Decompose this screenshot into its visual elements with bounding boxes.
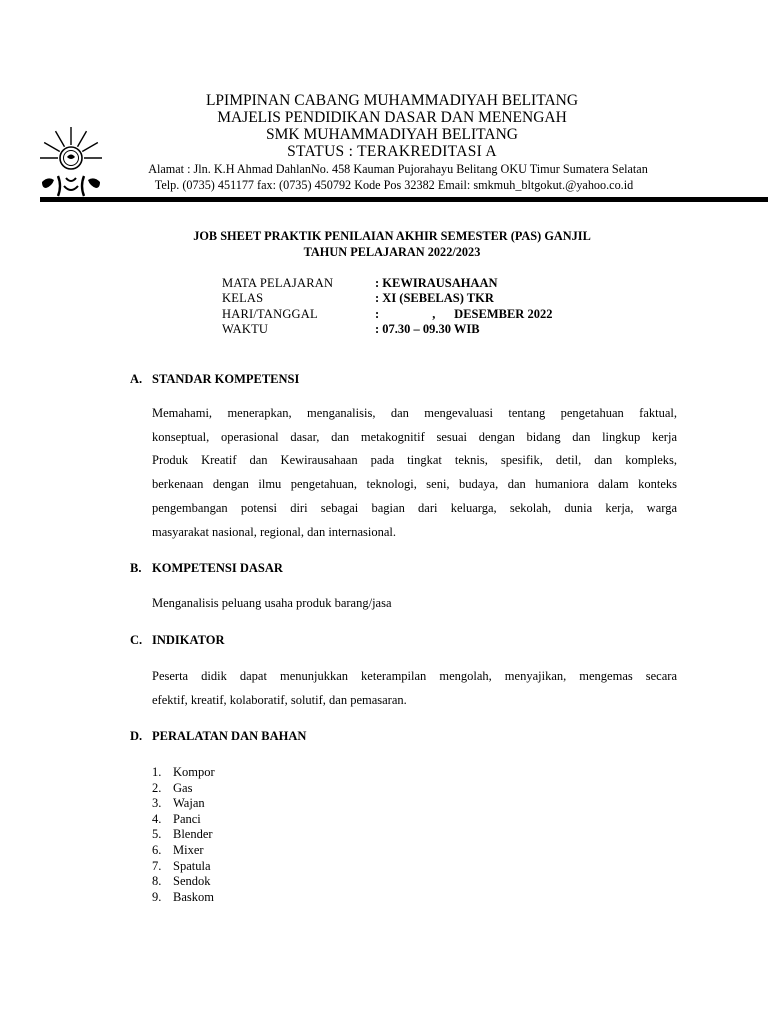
- info-label: WAKTU: [222, 322, 269, 336]
- paragraph-line: konseptual, operasional dasar, dan metakognitif sesuai dengan bidang dan lingkup kerja: [152, 429, 677, 444]
- paragraph-line: berkenaan dengan ilmu pengetahuan, teknologi, seni, budaya, dan humaniora dalam konteks: [152, 477, 677, 492]
- paragraph-line: masyarakat nasional, regional, dan internasional.: [152, 524, 397, 539]
- letterhead-line-1: LPIMPINAN CABANG MUHAMMADIYAH BELITANG: [205, 92, 579, 109]
- section-title: INDIKATOR: [152, 633, 225, 647]
- section-letter: B.: [130, 561, 142, 575]
- section-title: STANDAR KOMPETENSI: [152, 372, 300, 386]
- section-title: KOMPETENSI DASAR: [152, 561, 283, 575]
- list-number: 1.: [152, 765, 162, 779]
- letterhead-line-3: SMK MUHAMMADIYAH BELITANG: [266, 126, 518, 143]
- list-number: 8.: [152, 874, 162, 889]
- list-number: 4.: [152, 811, 162, 826]
- list-number: 5.: [152, 827, 162, 842]
- info-label: HARI/TANGGAL: [222, 307, 318, 321]
- list-text: Mixer: [173, 842, 204, 857]
- paragraph-line: Memahami, menerapkan, menganalisis, dan mengevaluasi tentang pengetahuan faktual,: [152, 406, 677, 420]
- section-letter: C.: [130, 633, 143, 647]
- list-text: Gas: [173, 780, 193, 795]
- list-number: 9.: [152, 889, 162, 904]
- paragraph-line: Produk Kreatif dan Kewirausahaan pada tingkat teknis, spesifik, detil, dan kompleks,: [152, 453, 677, 468]
- paragraph-line: efektif, kreatif, kolaboratif, solutif, dan pemasaran.: [152, 692, 407, 707]
- letterhead-divider: [40, 197, 768, 202]
- list-text: Spatula: [173, 858, 211, 873]
- letterhead-address: Alamat : Jln. K.H Ahmad DahlanNo. 458 Kauman Pujorahayu Belitang OKU Timur Sumatera Selatan: [148, 162, 648, 176]
- document-subtitle: TAHUN PELAJARAN 2022/2023: [303, 245, 481, 259]
- letterhead-line-2: MAJELIS PENDIDIKAN DASAR DAN MENENGAH: [217, 109, 567, 126]
- section-b-paragraph: [152, 592, 677, 616]
- section-a-paragraph: [152, 402, 677, 544]
- list-text: Baskom: [173, 889, 214, 904]
- section-letter: A.: [130, 372, 143, 386]
- list-text: Wajan: [173, 796, 205, 811]
- paragraph-line: Menganalisis peluang usaha produk barang/jasa: [152, 596, 392, 610]
- letterhead-line-4: STATUS : TERAKREDITASI A: [287, 143, 497, 160]
- section-c-paragraph: [152, 665, 677, 712]
- list-text: Sendok: [173, 874, 211, 889]
- document-title: JOB SHEET PRAKTIK PENILAIAN AKHIR SEMESTER (PAS) GANJIL: [193, 229, 591, 243]
- list-number: 6.: [152, 842, 162, 857]
- list-number: 3.: [152, 796, 162, 811]
- info-label: MATA PELAJARAN: [222, 276, 334, 290]
- list-text: Panci: [173, 811, 201, 826]
- info-value: : 07.30 – 09.30 WIB: [375, 322, 480, 336]
- paragraph-line: pengembangan potensi diri sebagai bagian dari keluarga, sekolah, dunia kerja, warga: [152, 500, 677, 515]
- info-value: : XI (SEBELAS) TKR: [375, 291, 494, 305]
- list-text: Blender: [173, 827, 213, 842]
- list-text: Kompor: [173, 765, 215, 779]
- info-value: : KEWIRAUSAHAAN: [375, 276, 498, 290]
- list-number: 2.: [152, 780, 162, 795]
- letterhead-contact: Telp. (0735) 451177 fax: (0735) 450792 Kode Pos 32382 Email: smkmuh_bltgokut.@yahoo.co.id: [154, 178, 634, 192]
- info-label: KELAS: [222, 291, 264, 305]
- list-number: 7.: [152, 858, 162, 873]
- info-value: : , DESEMBER 2022: [375, 307, 553, 321]
- section-title: PERALATAN DAN BAHAN: [152, 729, 307, 743]
- section-letter: D.: [130, 729, 143, 743]
- paragraph-line: Peserta didik dapat menunjukkan keterampilan mengolah, menyajikan, mengemas secara: [152, 669, 677, 683]
